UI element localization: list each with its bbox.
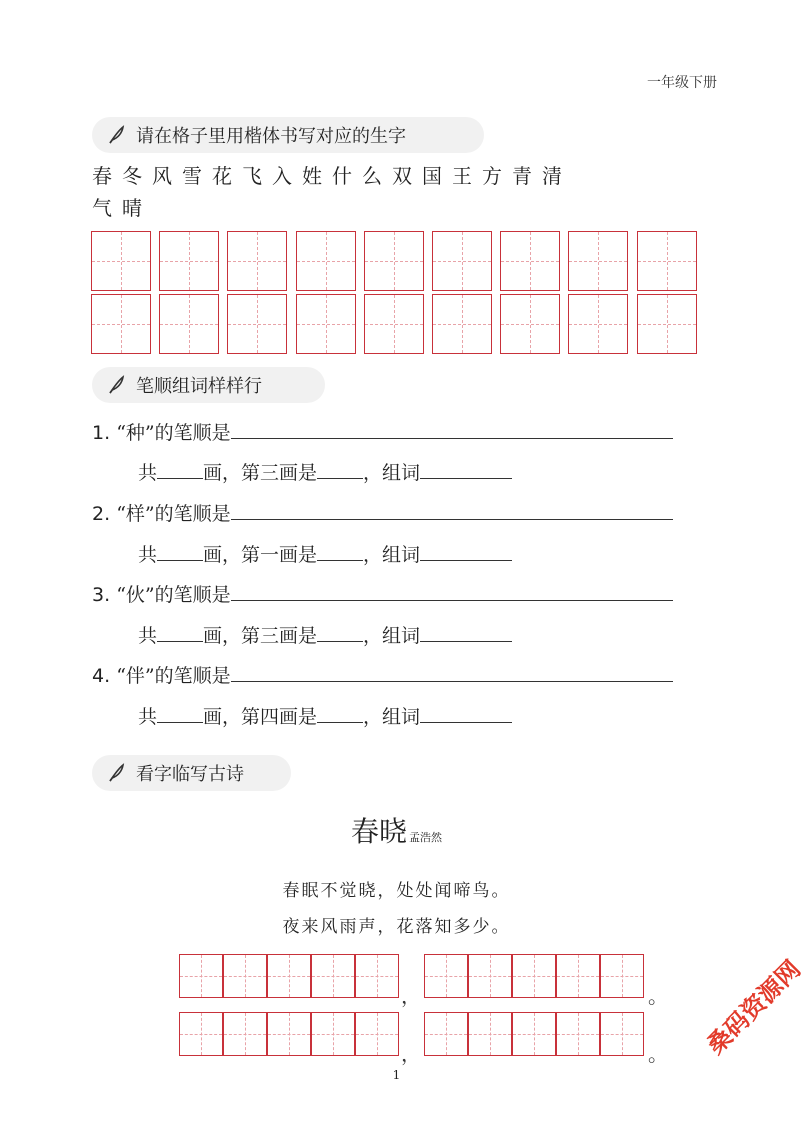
grid-cell[interactable] — [179, 1012, 223, 1056]
grid-cell[interactable] — [91, 294, 151, 354]
poem-author: 孟浩然 — [409, 831, 442, 844]
grid-cell[interactable] — [600, 954, 644, 998]
section-header-write-chars — [92, 117, 484, 153]
grid-cell[interactable] — [600, 1012, 644, 1056]
question-1-detail: 共 画，第三画是 ，组词 — [138, 458, 512, 485]
grid-cell[interactable] — [556, 1012, 600, 1056]
grid-cell[interactable] — [500, 231, 560, 291]
grade-label: 一年级下册 — [647, 75, 717, 91]
grid-cell[interactable] — [637, 231, 697, 291]
grid-cell[interactable] — [223, 1012, 267, 1056]
feather-icon — [106, 125, 126, 145]
poem-line-2: 夜来风雨声，花落知多少。 — [282, 917, 511, 937]
question-3: 3. “伙”的笔顺是 — [92, 580, 673, 607]
grid-cell[interactable] — [311, 954, 355, 998]
grid-cell[interactable] — [637, 294, 697, 354]
grid-cell[interactable] — [432, 231, 492, 291]
question-2: 2. “样”的笔顺是 — [92, 499, 673, 526]
grid-cell[interactable] — [179, 954, 223, 998]
question-4-detail: 共 画，第四画是 ，组词 — [138, 702, 512, 729]
section-header-stroke-order — [92, 367, 325, 403]
grid-cell[interactable] — [556, 954, 600, 998]
grid-cell[interactable] — [91, 231, 151, 291]
question-1: 1. “种”的笔顺是 — [92, 418, 673, 445]
grid-cell[interactable] — [159, 231, 219, 291]
grid-cell[interactable] — [296, 294, 356, 354]
comma: ， — [401, 984, 421, 1008]
section-header-poem — [92, 755, 291, 791]
period: 。 — [648, 1042, 668, 1066]
grid-cell[interactable] — [512, 954, 556, 998]
question-2-detail: 共 画，第一画是 ，组词 — [138, 540, 512, 567]
answer-line[interactable] — [231, 582, 673, 601]
section-title: 看字临写古诗 — [136, 764, 244, 785]
grid-cell[interactable] — [267, 1012, 311, 1056]
grid-cell[interactable] — [424, 1012, 468, 1056]
char-list-line2: 气晴 — [92, 196, 152, 220]
grid-cell[interactable] — [311, 1012, 355, 1056]
grid-cell[interactable] — [512, 1012, 556, 1056]
section-title: 笔顺组词样样行 — [136, 376, 262, 397]
section-title: 请在格子里用楷体书写对应的生字 — [136, 126, 406, 147]
grid-cell[interactable] — [364, 294, 424, 354]
answer-line[interactable] — [231, 420, 673, 439]
question-3-detail: 共 画，第三画是 ，组词 — [138, 621, 512, 648]
answer-line[interactable] — [231, 501, 673, 520]
grid-cell[interactable] — [500, 294, 560, 354]
poem-title: 春晓 孟浩然 — [350, 815, 442, 848]
grid-cell[interactable] — [223, 954, 267, 998]
grid-cell[interactable] — [568, 231, 628, 291]
grid-cell[interactable] — [432, 294, 492, 354]
grid-cell[interactable] — [364, 231, 424, 291]
feather-icon — [106, 763, 126, 783]
grid-cell[interactable] — [468, 1012, 512, 1056]
char-list-line1: 春冬风雪花飞入姓什么双国王方青清 — [92, 164, 572, 188]
feather-icon — [106, 375, 126, 395]
grid-cell[interactable] — [355, 1012, 399, 1056]
grid-cell[interactable] — [227, 231, 287, 291]
grid-cell[interactable] — [227, 294, 287, 354]
answer-line[interactable] — [231, 663, 673, 682]
watermark: 桑码资源网 — [701, 954, 807, 1060]
period: 。 — [648, 984, 668, 1008]
question-4: 4. “伴”的笔顺是 — [92, 661, 673, 688]
comma: ， — [401, 1042, 421, 1066]
poem-line-1: 春眠不觉晓，处处闻啼鸟。 — [282, 881, 511, 901]
grid-cell[interactable] — [424, 954, 468, 998]
grid-cell[interactable] — [267, 954, 311, 998]
grid-cell[interactable] — [159, 294, 219, 354]
grid-cell[interactable] — [355, 954, 399, 998]
grid-cell[interactable] — [568, 294, 628, 354]
grid-cell[interactable] — [468, 954, 512, 998]
page-number: 1 — [392, 1068, 401, 1082]
grid-cell[interactable] — [296, 231, 356, 291]
